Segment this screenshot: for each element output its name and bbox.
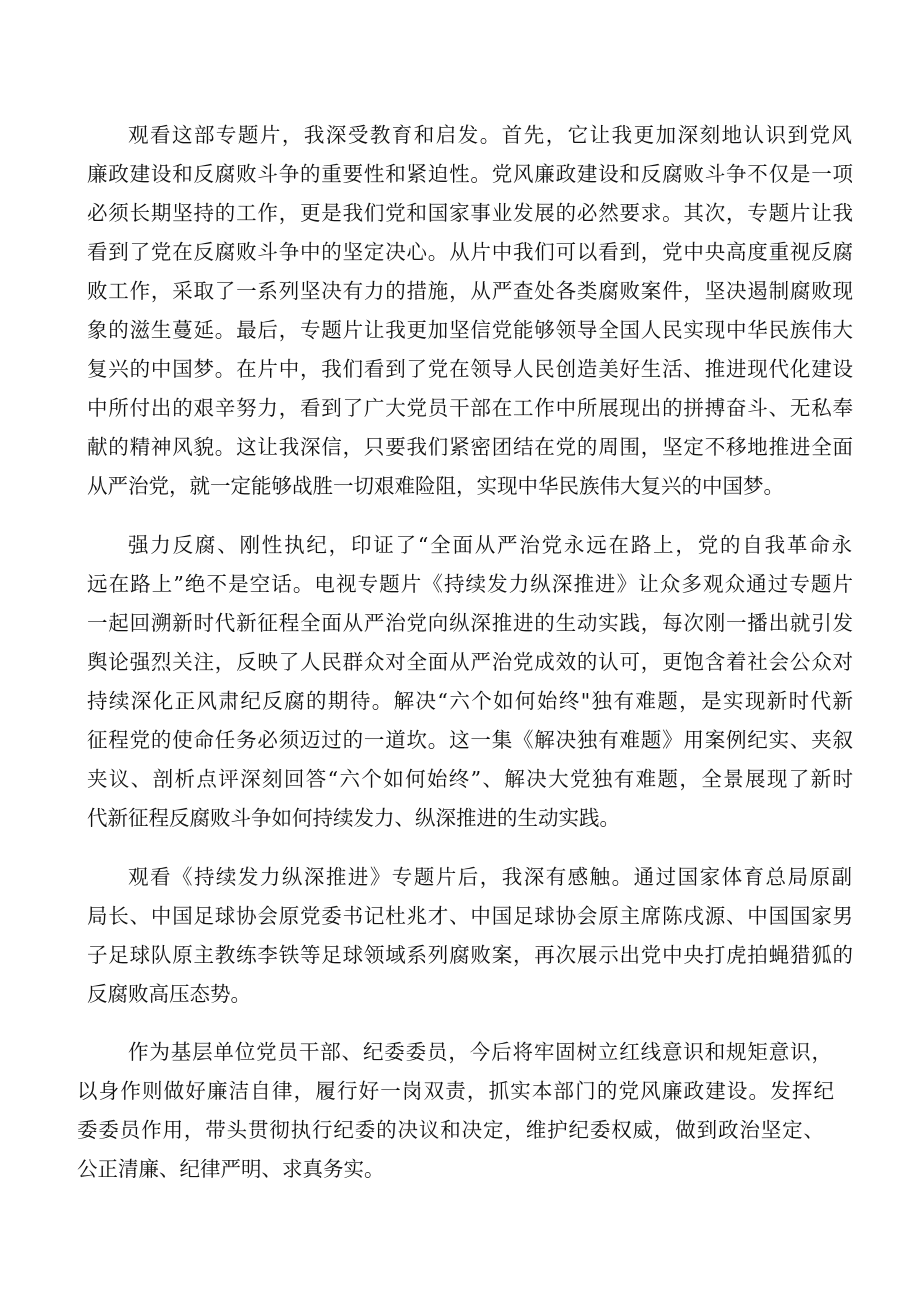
paragraph-line: 必须长期坚持的工作，更是我们党和国家事业发展的必然要求。其次，专题片让我 [87, 201, 853, 225]
paragraph-line: 公正清廉、纪律严明、求真务实。 [77, 1157, 385, 1181]
paragraph-line: 以身作则做好廉洁自律，履行好一岗双责，抓实本部门的党风廉政建设。发挥纪 [77, 1079, 834, 1103]
paragraph-line: 子足球队原主教练李铁等足球领域系列腐败案，再次展示出党中央打虎拍蝇猎狐的 [87, 943, 853, 967]
paragraph-line: 复兴的中国梦。在片中，我们看到了党在领导人民创造美好生活、推进现代化建设 [87, 357, 853, 381]
paragraph-line: 中所付出的艰辛努力，看到了广大党员干部在工作中所展现出的拼搏奋斗、无私奉 [87, 396, 853, 420]
paragraph-line: 一起回溯新时代新征程全面从严治党向纵深推进的生动实践，每次刚一播出就引发 [87, 611, 853, 635]
paragraph-line: 舆论强烈关注，反映了人民群众对全面从严治党成效的认可，更饱含着社会公众对 [87, 650, 853, 674]
paragraph-line: 远在路上”绝不是空话。电视专题片《持续发力纵深推进》让众多观众通过专题片 [87, 572, 853, 596]
paragraph-line: 强力反腐、刚性执纪，印证了“全面从严治党永远在路上，党的自我革命永 [128, 533, 852, 557]
paragraph-line: 征程党的使命任务必须迈过的一道坎。这一集《解决独有难题》用案例纪实、夹叙 [87, 728, 853, 752]
paragraph-line: 败工作，采取了一系列坚决有力的措施，从严查处各类腐败案件，坚决遏制腐败现 [87, 279, 853, 303]
paragraph-line: 观看这部专题片，我深受教育和启发。首先，它让我更加深刻地认识到党风 [128, 123, 852, 147]
paragraph-line: 作为基层单位党员干部、纪委委员，今后将牢固树立红线意识和规矩意识， [128, 1040, 832, 1064]
paragraph-line: 夹议、剖析点评深刻回答“六个如何始终”、解决大党独有难题，全景展现了新时 [87, 767, 853, 791]
paragraph-line: 局长、中国足球协会原党委书记杜兆才、中国足球协会原主席陈戌源、中国国家男 [87, 904, 853, 928]
paragraph-line: 持续深化正风肃纪反腐的期待。解决“六个如何始终"独有难题，是实现新时代新 [87, 689, 853, 713]
paragraph-line: 观看《持续发力纵深推进》专题片后，我深有感触。通过国家体育总局原副 [128, 865, 852, 889]
paragraph-line: 献的精神风貌。这让我深信，只要我们紧密团结在党的周围，坚定不移地推进全面 [87, 435, 853, 459]
paragraph-line: 委委员作用，带头贯彻执行纪委的决议和决定，维护纪委权威，做到政治坚定、 [77, 1118, 824, 1142]
paragraph-line: 反腐败高压态势。 [87, 982, 251, 1006]
paragraph-line: 代新征程反腐败斗争如何持续发力、纵深推进的生动实践。 [87, 806, 620, 830]
paragraph-line: 象的滋生蔓延。最后，专题片让我更加坚信党能够领导全国人民实现中华民族伟大 [87, 318, 853, 342]
paragraph-line: 从严治党，就一定能够战胜一切艰难险阻，实现中华民族伟大复兴的中国梦。 [87, 474, 784, 498]
paragraph-line: 廉政建设和反腐败斗争的重要性和紧迫性。党风廉政建设和反腐败斗争不仅是一项 [87, 162, 853, 186]
paragraph-line: 看到了党在反腐败斗争中的坚定决心。从片中我们可以看到，党中央高度重视反腐 [87, 240, 853, 264]
